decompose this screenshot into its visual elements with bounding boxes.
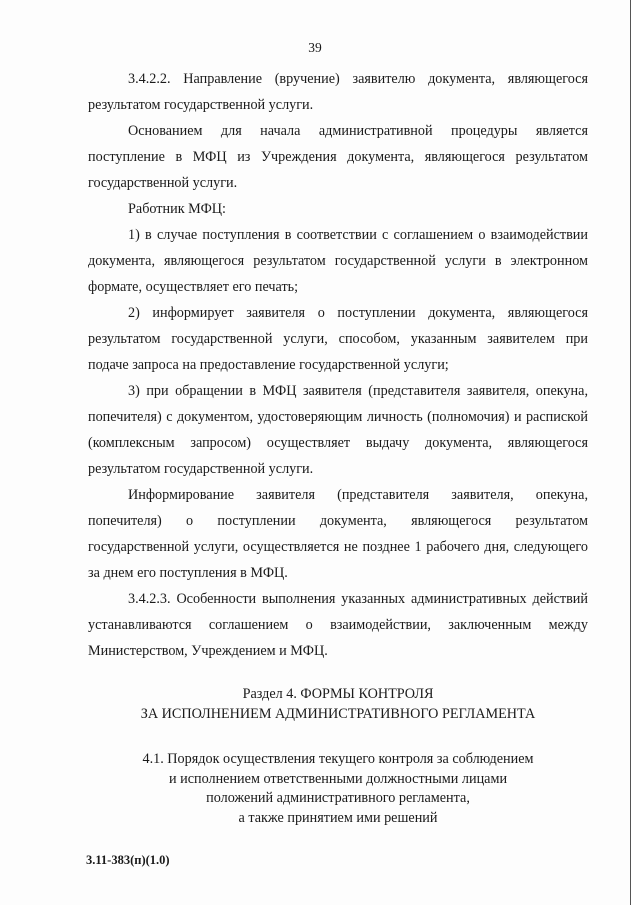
page-number: 39 xyxy=(308,40,322,55)
subsection-heading-line-4: а также принятием ими решений xyxy=(238,809,438,826)
subsection-heading-line-2: и исполнением ответственными должностными лицами xyxy=(168,770,508,787)
paragraph-3-4-2-3: 3.4.2.3. Особенности выполнения указанных административных действий устанавливаются соглашением о взаимодействии, заключенным между Министерством, Учреждением и МФЦ. xyxy=(88,591,588,659)
section-heading xyxy=(88,684,588,724)
paragraph-item-1: 1) в случае поступления в соответствии с соглашением о взаимодействии документа, являющегося результатом государственной услуги в электронном формате, осуществляет его печать; xyxy=(88,227,588,295)
paragraph-item-2: 2) информирует заявителя о поступлении документа, являющегося результатом государственной услуги, способом, указанным заявителем при подаче запроса на предоставление государственной услуги; xyxy=(88,305,588,373)
paragraph-mfc-worker: Работник МФЦ: xyxy=(128,201,226,217)
paragraph-3-4-2-2: 3.4.2.2. Направление (вручение) заявителю документа, являющегося результатом государственной услуги. xyxy=(88,71,588,113)
paragraph-item-3: 3) при обращении в МФЦ заявителя (представителя заявителя, опекуна, попечителя) с документом, удостоверяющим личность (полномочия) и распиской (комплексным запросом) осуществляет выдачу документа, являющегося результатом государственной услуги. xyxy=(88,383,588,477)
paragraph-informing: Информирование заявителя (представителя заявителя, опекуна, попечителя) о поступлении документа, являющегося результатом государственной услуги, осуществляется не позднее 1 рабочего дня, следующего за днем его поступления в МФЦ. xyxy=(88,487,588,581)
subsection-heading-line-3: положений административного регламента, xyxy=(206,790,470,806)
paragraph-basis: Основанием для начала административной процедуры является поступление в МФЦ из Учреждения документа, являющегося результатом государственной услуги. xyxy=(88,123,588,191)
subsection-heading-line-1: 4.1. Порядок осуществления текущего контроля за соблюдением xyxy=(142,751,534,767)
section-heading-line-2: ЗА ИСПОЛНЕНИЕМ АДМИНИСТРАТИВНОГО РЕГЛАМЕНТА xyxy=(140,706,536,722)
document-code: 3.11-383(п)(1.0) xyxy=(86,853,170,867)
section-heading-line-1: Раздел 4. ФОРМЫ КОНТРОЛЯ xyxy=(242,686,434,702)
subsection-heading xyxy=(88,750,588,828)
document-body xyxy=(88,66,588,664)
